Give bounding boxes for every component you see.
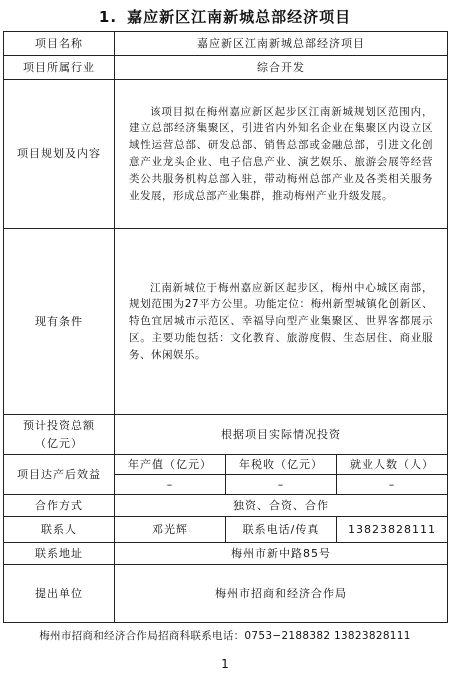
row-cooperation xyxy=(4,495,448,517)
benefit-header-jobs: 就业人数（人） xyxy=(337,455,448,475)
contact-label: 联系人 xyxy=(4,517,115,543)
project-name-value: 嘉应新区江南新城总部经济项目 xyxy=(115,32,448,56)
project-table xyxy=(3,31,448,623)
project-name-label: 项目名称 xyxy=(4,32,115,56)
coop-value: 独资、合资、合作 xyxy=(115,495,448,517)
submitter-value: 梅州市招商和经济合作局 xyxy=(115,565,448,623)
title-text: 嘉应新区江南新城总部经济项目 xyxy=(127,8,352,26)
submitter-label: 提出单位 xyxy=(4,565,115,623)
contact-name: 邓光辉 xyxy=(115,517,226,543)
conditions-cell xyxy=(115,229,448,415)
row-industry xyxy=(4,56,448,80)
benefit-header-tax: 年税收（亿元） xyxy=(226,455,337,475)
phone-label: 联系电话/传真 xyxy=(226,517,337,543)
row-submitter xyxy=(4,565,448,623)
row-contact xyxy=(4,517,448,543)
investment-value: 根据项目实际情况投资 xyxy=(115,415,448,455)
investment-label xyxy=(4,415,115,455)
investment-label-line1: 预计投资总额 xyxy=(23,419,95,433)
row-project-name xyxy=(4,32,448,56)
plan-text: 该项目拟在梅州嘉应新区起步区江南新城规划区范围内，建立总部经济集聚区，引进省内外知名企业在集聚区内设立区域性运营总部、研发总部、销售总部或金融总部，引进文化创意产业龙头企业、电子信息产业、演艺娱乐、旅游会展等经营类公共服务机构总部入驻，带动梅州总部产业及各类相关服务业发展，形成总部产业集群，推动梅州产业升级发展。 xyxy=(129,105,434,202)
address-value: 梅州市新中路85号 xyxy=(115,543,448,565)
title-number: 1. xyxy=(98,8,118,26)
benefit-header-output: 年产值（亿元） xyxy=(115,455,226,475)
benefit-label: 项目达产后效益 xyxy=(4,455,115,495)
benefit-value-jobs: – xyxy=(337,475,448,495)
benefit-value-tax: – xyxy=(226,475,337,495)
row-plan xyxy=(4,80,448,229)
page-number: 1 xyxy=(221,657,229,671)
row-address xyxy=(4,543,448,565)
plan-label: 项目规划及内容 xyxy=(4,80,115,229)
investment-label-line2: （亿元） xyxy=(35,436,83,450)
address-label: 联系地址 xyxy=(4,543,115,565)
industry-label: 项目所属行业 xyxy=(4,56,115,80)
plan-cell xyxy=(115,80,448,229)
conditions-text: 江南新城位于梅州嘉应新区起步区，梅州中心城区南部，规划范围为27平方公里。功能定位：梅州新型城镇化创新区、特色宜居城市示范区、幸福导向型产业集聚区、世界客都展示区。主要功能包括：文化教育、旅游度假、生态居住、商业服务、休闲娱乐。 xyxy=(129,281,434,361)
document-title xyxy=(0,6,450,27)
row-benefit-headers xyxy=(4,455,448,475)
footer-contact: 梅州市招商和经济合作局招商科联系电话：0753−2188382 13823828111 xyxy=(39,630,411,642)
benefit-value-output: – xyxy=(115,475,226,495)
industry-value: 综合开发 xyxy=(115,56,448,80)
conditions-label: 现有条件 xyxy=(4,229,115,415)
phone-value: 13823828111 xyxy=(337,517,448,543)
coop-label: 合作方式 xyxy=(4,495,115,517)
row-conditions xyxy=(4,229,448,415)
row-investment xyxy=(4,415,448,455)
